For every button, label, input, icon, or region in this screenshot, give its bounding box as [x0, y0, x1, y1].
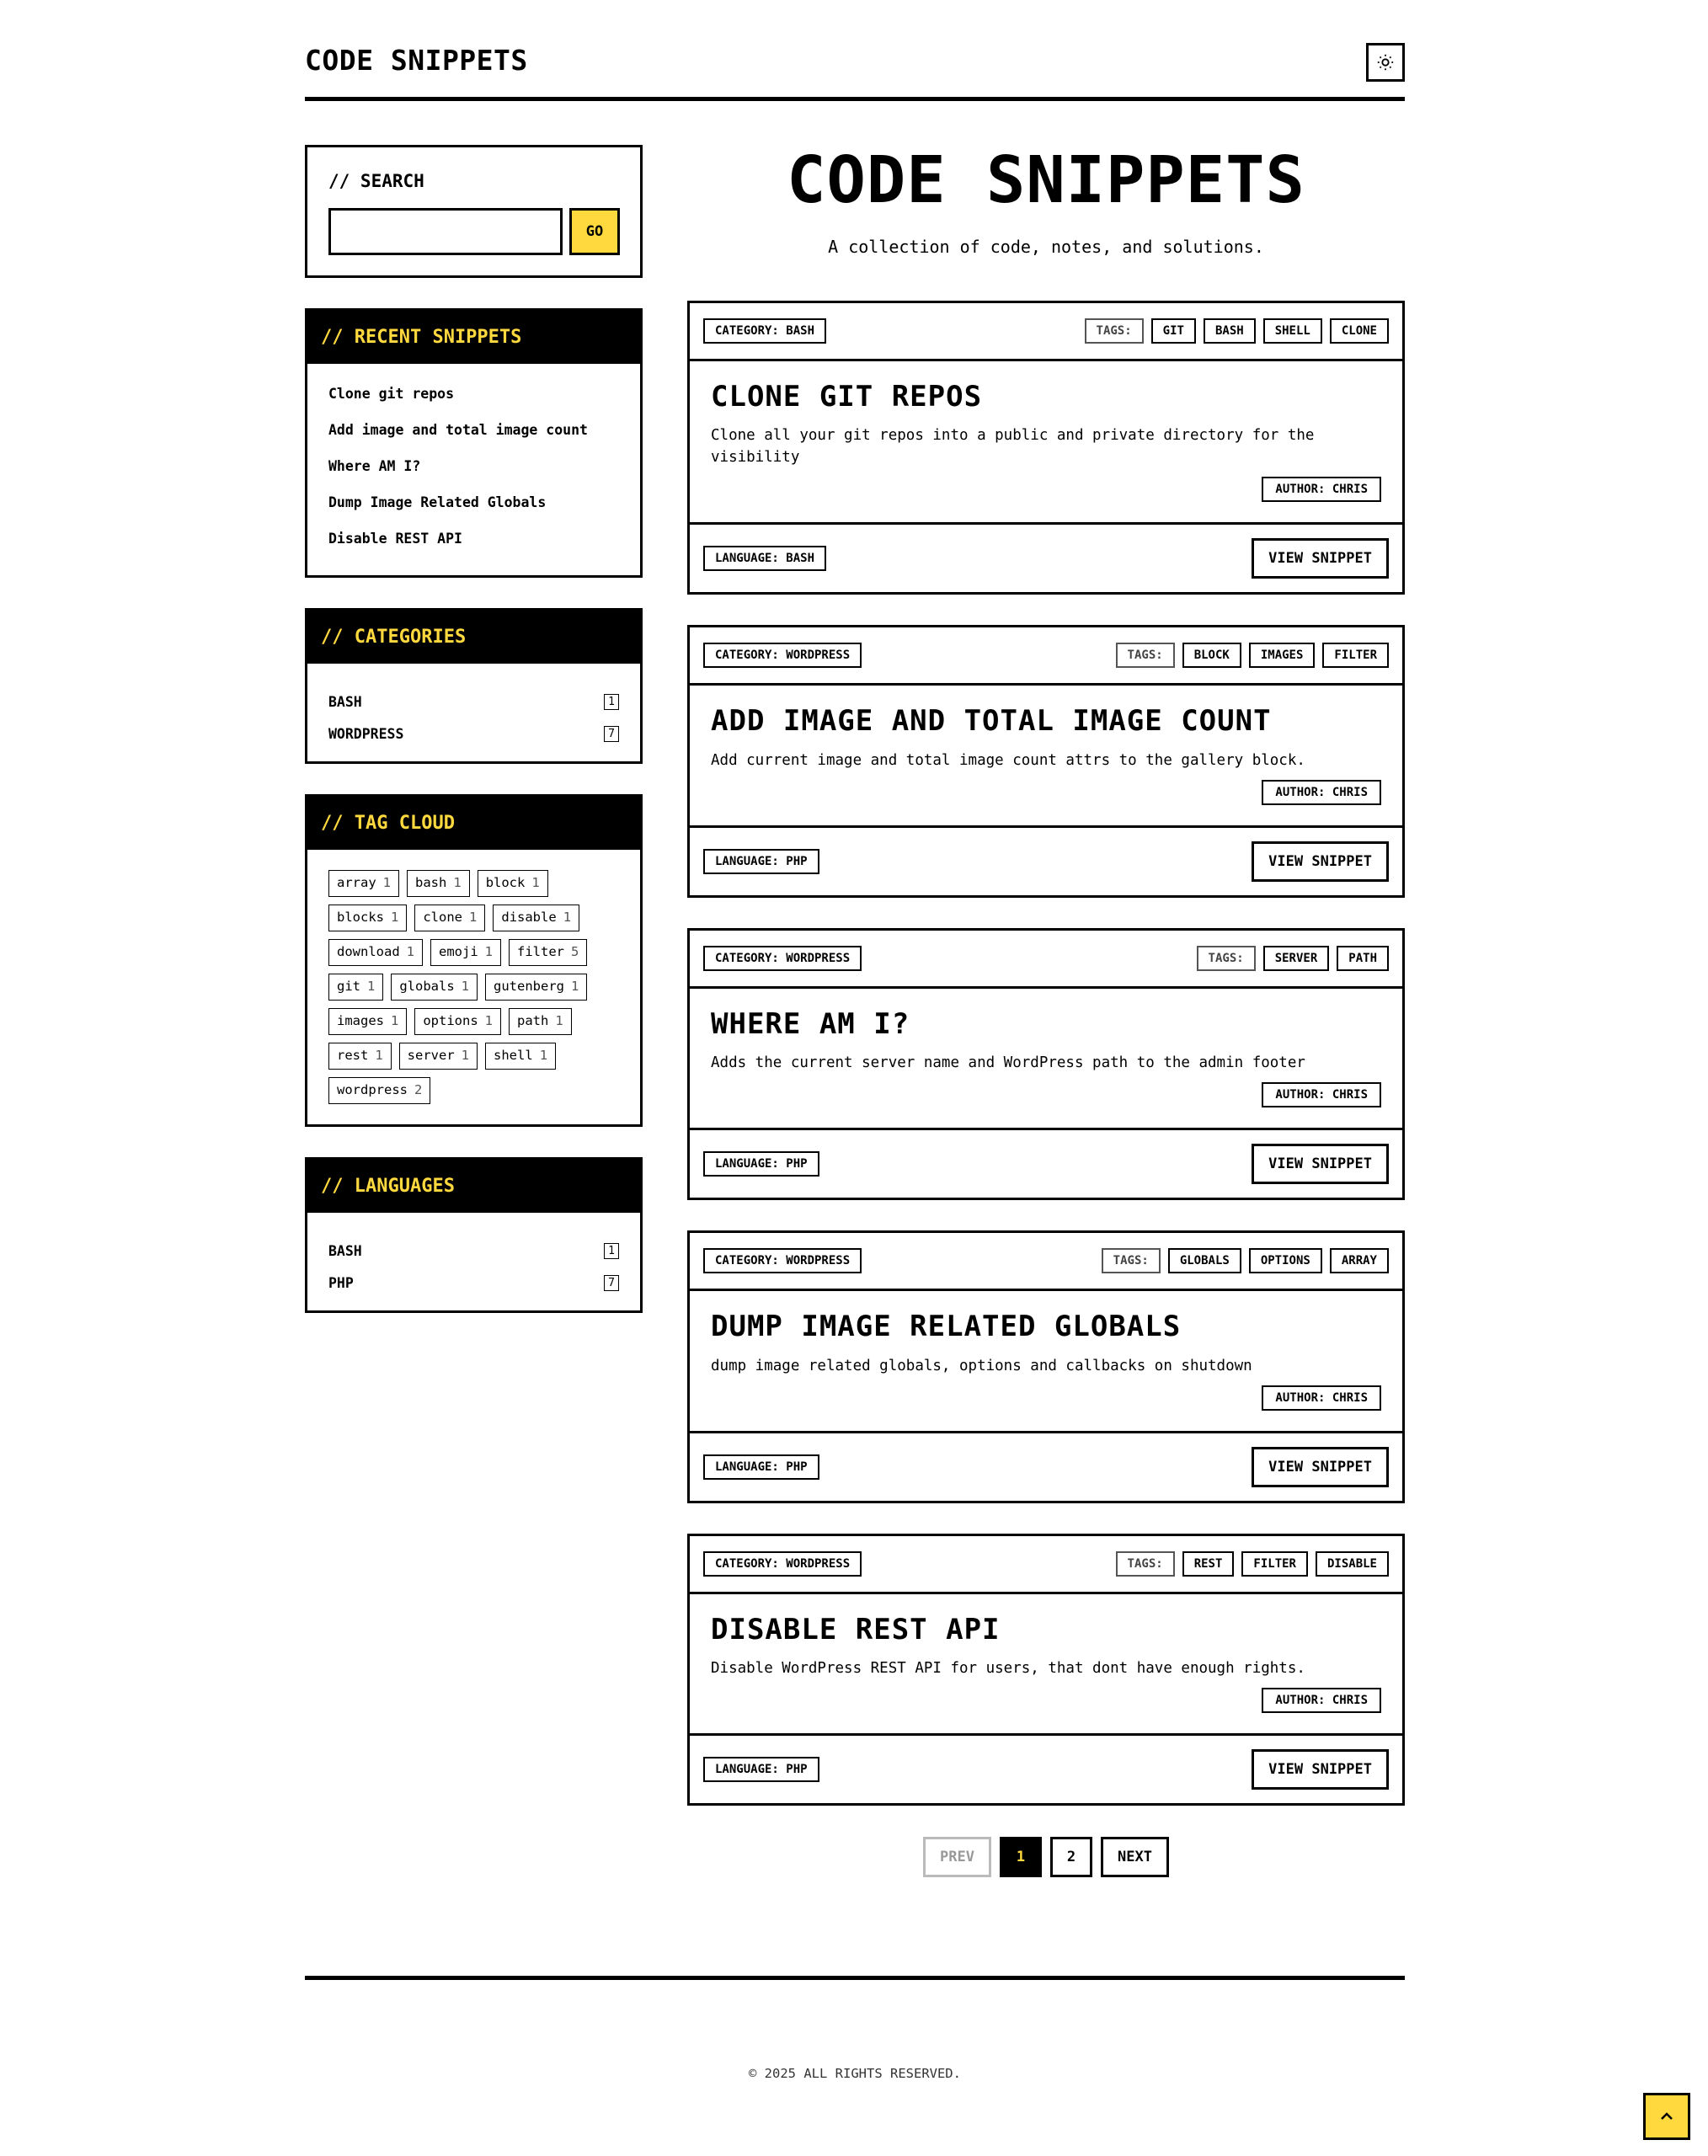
snippet-description: dump image related globals, options and callbacks on shutdown	[711, 1357, 1252, 1374]
hero	[687, 145, 1405, 301]
categories-widget	[305, 608, 643, 764]
tag-chip[interactable]	[478, 870, 548, 897]
search-input[interactable]	[328, 208, 563, 255]
category-item[interactable]	[328, 686, 619, 718]
tag-count: 1	[531, 875, 540, 890]
categories-list	[307, 664, 640, 761]
author-badge: AUTHOR: CHRIS	[1262, 1082, 1381, 1107]
snippet-card	[687, 625, 1405, 897]
language-badge: LANGUAGE: PHP	[703, 1151, 819, 1177]
snippet-description: Clone all your git repos into a public and private directory for the visibility	[711, 427, 1315, 467]
tag-count: 1	[555, 1013, 563, 1028]
search-go-button[interactable]: GO	[569, 208, 620, 255]
footer-divider	[305, 1976, 1405, 1980]
languages-title: // LANGUAGES	[307, 1160, 640, 1213]
category-label: WORDPRESS	[328, 725, 404, 742]
view-snippet-button[interactable]: VIEW SNIPPET	[1252, 538, 1389, 579]
snippet-title[interactable]: DISABLE REST API	[711, 1612, 1001, 1646]
tag-cloud-widget	[305, 794, 643, 1127]
tag-chip[interactable]	[414, 1008, 501, 1035]
snippet-card-header	[690, 931, 1402, 989]
language-badge: LANGUAGE: PHP	[703, 1454, 819, 1480]
tag-count: 1	[382, 875, 392, 890]
tag-chip[interactable]	[407, 870, 470, 897]
snippet-title[interactable]: ADD IMAGE AND TOTAL IMAGE COUNT	[711, 704, 1272, 739]
tag-name: clone	[423, 910, 463, 925]
tag-name: gutenberg	[494, 979, 565, 994]
theme-toggle-button[interactable]	[1366, 43, 1405, 82]
tag-name: images	[337, 1013, 384, 1028]
category-badge[interactable]: CATEGORY: WORDPRESS	[703, 643, 862, 668]
tag-name: emoji	[439, 944, 478, 959]
search-row	[328, 208, 620, 255]
category-item[interactable]	[328, 718, 619, 750]
site-header	[305, 0, 1405, 101]
tag-count: 1	[367, 979, 376, 994]
snippet-tag[interactable]: SERVER	[1263, 946, 1330, 971]
snippet-tag[interactable]: GIT	[1151, 318, 1196, 344]
snippet-tag[interactable]: FILTER	[1241, 1551, 1308, 1577]
language-badge: LANGUAGE: BASH	[703, 546, 826, 571]
tag-chip[interactable]	[399, 1043, 478, 1070]
recent-snippets-list	[307, 364, 640, 575]
tag-chip[interactable]	[328, 1077, 430, 1104]
snippet-title[interactable]: WHERE AM I?	[711, 1006, 910, 1041]
view-snippet-button[interactable]: VIEW SNIPPET	[1252, 841, 1389, 882]
tag-chip[interactable]	[485, 1043, 556, 1070]
tag-count: 1	[563, 910, 572, 925]
page-subtitle: A collection of code, notes, and solutions.	[828, 237, 1264, 257]
categories-title: // CATEGORIES	[307, 611, 640, 664]
next-page-button[interactable]: NEXT	[1101, 1837, 1169, 1877]
snippet-tags	[1102, 1248, 1389, 1273]
snippet-card-footer	[690, 1736, 1402, 1803]
tag-chip[interactable]	[493, 905, 579, 931]
tag-name: disable	[501, 910, 557, 925]
category-badge[interactable]: CATEGORY: WORDPRESS	[703, 946, 862, 971]
tag-name: shell	[494, 1048, 533, 1063]
tags-label: TAGS:	[1085, 318, 1144, 344]
snippet-card-body	[690, 1291, 1402, 1433]
snippet-description: Adds the current server name and WordPress path to the admin footer	[711, 1054, 1305, 1072]
author-row	[711, 780, 1381, 805]
tag-name: options	[423, 1013, 478, 1028]
snippet-card-footer	[690, 828, 1402, 895]
snippet-tag[interactable]: BLOCK	[1182, 643, 1241, 668]
tag-count: 1	[469, 910, 478, 925]
author-row	[711, 1385, 1381, 1411]
tag-name: array	[337, 875, 376, 890]
category-count: 7	[604, 726, 619, 742]
chevron-up-icon	[1657, 2106, 1677, 2127]
snippet-tags	[1116, 1551, 1389, 1577]
snippet-card-footer	[690, 1130, 1402, 1198]
snippet-tag[interactable]: DISABLE	[1316, 1551, 1389, 1577]
category-badge[interactable]: CATEGORY: WORDPRESS	[703, 1551, 862, 1577]
snippet-card-body	[690, 686, 1402, 827]
language-count: 1	[604, 1243, 619, 1259]
snippet-card	[687, 1230, 1405, 1502]
tag-name: git	[337, 979, 360, 994]
tag-chip[interactable]	[509, 1008, 572, 1035]
languages-widget	[305, 1157, 643, 1313]
tag-count: 1	[391, 1013, 399, 1028]
main-content	[687, 145, 1405, 1877]
language-label: PHP	[328, 1274, 354, 1291]
tag-chip[interactable]	[328, 905, 407, 931]
search-widget	[305, 145, 643, 278]
snippet-title[interactable]: CLONE GIT REPOS	[711, 380, 983, 414]
view-snippet-button[interactable]: VIEW SNIPPET	[1252, 1749, 1389, 1790]
snippet-tag[interactable]: FILTER	[1322, 643, 1389, 668]
tag-count: 1	[484, 1013, 494, 1028]
snippet-description: Disable WordPress REST API for users, that dont have enough rights.	[711, 1659, 1305, 1677]
pagination	[687, 1837, 1405, 1877]
snippet-tags	[1197, 946, 1389, 971]
tag-chip[interactable]	[328, 1008, 407, 1035]
snippet-card-header	[690, 303, 1402, 361]
snippet-card	[687, 928, 1405, 1200]
snippet-card-footer	[690, 525, 1402, 592]
recent-snippets-widget	[305, 308, 643, 578]
snippet-card-body	[690, 989, 1402, 1130]
language-badge: LANGUAGE: PHP	[703, 849, 819, 874]
language-item[interactable]	[328, 1235, 619, 1267]
author-badge: AUTHOR: CHRIS	[1262, 1385, 1381, 1411]
category-badge[interactable]: CATEGORY: WORDPRESS	[703, 1248, 862, 1273]
author-badge: AUTHOR: CHRIS	[1262, 1688, 1381, 1713]
tag-count: 1	[453, 875, 462, 890]
view-snippet-button[interactable]: VIEW SNIPPET	[1252, 1447, 1389, 1487]
page-button-2[interactable]: 2	[1050, 1837, 1092, 1877]
tags-label: TAGS:	[1116, 643, 1175, 668]
tag-name: bash	[415, 875, 447, 890]
snippet-card-body	[690, 361, 1402, 525]
tag-cloud-title: // TAG CLOUD	[307, 797, 640, 850]
tag-count: 1	[461, 979, 470, 994]
recent-snippet-link[interactable]: Clone git repos	[328, 386, 455, 402]
author-row	[711, 1082, 1381, 1107]
snippet-card-header	[690, 627, 1402, 686]
tag-name: rest	[337, 1048, 369, 1063]
site-title[interactable]: CODE SNIPPETS	[305, 44, 528, 77]
snippet-card-header	[690, 1233, 1402, 1291]
snippet-card-footer	[690, 1433, 1402, 1501]
snippet-tags	[1085, 318, 1389, 344]
tag-count: 1	[406, 944, 414, 959]
category-count: 1	[604, 694, 619, 710]
snippet-card-body	[690, 1594, 1402, 1736]
tag-name: path	[517, 1013, 549, 1028]
tag-chip[interactable]	[328, 974, 383, 1001]
tag-chip[interactable]	[328, 1043, 392, 1070]
recent-snippet-link[interactable]: Where AM I?	[328, 458, 421, 474]
tag-name: block	[485, 875, 526, 890]
snippet-tag[interactable]: CLONE	[1330, 318, 1389, 344]
author-row	[711, 477, 1381, 502]
tags-label: TAGS:	[1116, 1551, 1175, 1577]
tag-name: blocks	[337, 910, 384, 925]
snippet-card	[687, 301, 1405, 595]
page-title: CODE SNIPPETS	[787, 143, 1305, 218]
recent-snippet-link[interactable]: Add image and total image count	[328, 422, 588, 438]
tag-chip[interactable]	[414, 905, 485, 931]
language-count: 7	[604, 1275, 619, 1291]
page-button-1[interactable]: 1	[1000, 1837, 1042, 1877]
search-widget-title: // SEARCH	[328, 171, 424, 191]
tag-chip[interactable]	[509, 939, 587, 966]
language-badge: LANGUAGE: PHP	[703, 1757, 819, 1782]
tag-count: 5	[571, 944, 579, 959]
sidebar	[305, 145, 643, 1343]
snippet-description: Add current image and total image count attrs to the gallery block.	[711, 751, 1305, 769]
copyright: © 2025 ALL RIGHTS RESERVED.	[749, 2066, 961, 2081]
tag-count: 1	[375, 1048, 383, 1063]
tag-name: server	[407, 1048, 455, 1063]
view-snippet-button[interactable]: VIEW SNIPPET	[1252, 1144, 1389, 1184]
tag-chip[interactable]	[485, 974, 587, 1001]
language-label: BASH	[328, 1242, 362, 1259]
snippet-tag[interactable]: GLOBALS	[1168, 1248, 1241, 1273]
tags-label: TAGS:	[1197, 946, 1256, 971]
snippet-tags	[1116, 643, 1389, 668]
tags-label: TAGS:	[1102, 1248, 1161, 1273]
tag-count: 1	[391, 910, 399, 925]
snippet-tag[interactable]: OPTIONS	[1249, 1248, 1322, 1273]
tag-cloud	[307, 850, 640, 1124]
tag-chip[interactable]	[328, 870, 399, 897]
snippet-tag[interactable]: PATH	[1337, 946, 1389, 971]
snippet-tag[interactable]: REST	[1182, 1551, 1235, 1577]
snippet-card	[687, 1534, 1405, 1806]
tag-chip[interactable]	[391, 974, 478, 1001]
tag-count: 2	[414, 1082, 423, 1097]
snippet-tag[interactable]: ARRAY	[1330, 1248, 1389, 1273]
sun-icon	[1376, 53, 1395, 72]
scroll-to-top-button[interactable]	[1643, 2093, 1690, 2140]
language-item[interactable]	[328, 1267, 619, 1299]
recent-snippet-link[interactable]: Dump Image Related Globals	[328, 494, 547, 510]
tag-name: globals	[399, 979, 455, 994]
tag-chip[interactable]	[430, 939, 501, 966]
prev-page-button[interactable]: PREV	[923, 1837, 991, 1877]
tag-count: 1	[461, 1048, 470, 1063]
tag-count: 1	[539, 1048, 548, 1063]
category-badge[interactable]: CATEGORY: BASH	[703, 318, 826, 344]
author-row	[711, 1688, 1381, 1713]
author-badge: AUTHOR: CHRIS	[1262, 780, 1381, 805]
author-badge: AUTHOR: CHRIS	[1262, 477, 1381, 502]
recent-snippets-title: // RECENT SNIPPETS	[307, 311, 640, 364]
snippet-tag[interactable]: SHELL	[1263, 318, 1322, 344]
snippet-title[interactable]: DUMP IMAGE RELATED GLOBALS	[711, 1310, 1182, 1344]
category-label: BASH	[328, 693, 362, 710]
tag-chip[interactable]	[328, 939, 423, 966]
snippet-card-header	[690, 1536, 1402, 1594]
languages-list	[307, 1213, 640, 1310]
tag-name: wordpress	[337, 1082, 408, 1097]
tag-count: 1	[484, 944, 494, 959]
snippet-tag[interactable]: BASH	[1204, 318, 1256, 344]
snippet-tag[interactable]: IMAGES	[1249, 643, 1316, 668]
recent-snippet-link[interactable]: Disable REST API	[328, 531, 462, 547]
tag-count: 1	[571, 979, 579, 994]
tag-name: filter	[517, 944, 565, 959]
tag-name: download	[337, 944, 400, 959]
